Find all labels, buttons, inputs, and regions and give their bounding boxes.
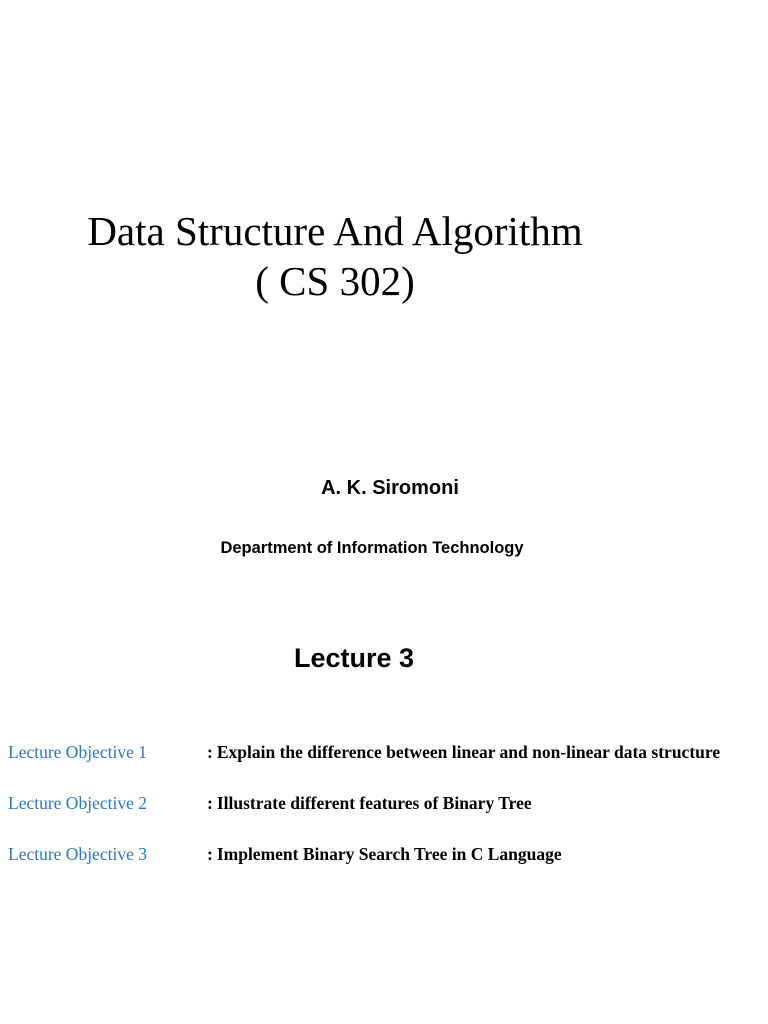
objective-text: Implement Binary Search Tree in C Language — [216, 844, 562, 864]
author-name: A. K. Siromoni — [321, 477, 459, 499]
objective-label: Lecture Objective 3 — [8, 844, 147, 864]
title-line-course-code: ( CS 302) — [255, 258, 415, 304]
lecture-number: Lecture 3 — [293, 643, 415, 673]
department-name: Department of Information Technology — [220, 539, 524, 557]
objective-separator: : — [207, 742, 213, 762]
slide-title — [0, 206, 670, 306]
objective-text: Explain the difference between linear and non-linear data structure — [216, 742, 721, 762]
objective-text: Illustrate different features of Binary Tree — [216, 793, 532, 813]
lecture-objectives-list — [8, 740, 760, 867]
objective-separator: : — [207, 793, 213, 813]
lecture-objective-1 — [8, 740, 760, 765]
objective-label: Lecture Objective 2 — [8, 793, 147, 813]
lecture-objective-3 — [8, 842, 760, 867]
title-line-course-name: Data Structure And Algorithm — [87, 208, 583, 254]
lecture-objective-2 — [8, 791, 760, 816]
objective-separator: : — [207, 844, 213, 864]
objective-label: Lecture Objective 1 — [8, 742, 147, 762]
